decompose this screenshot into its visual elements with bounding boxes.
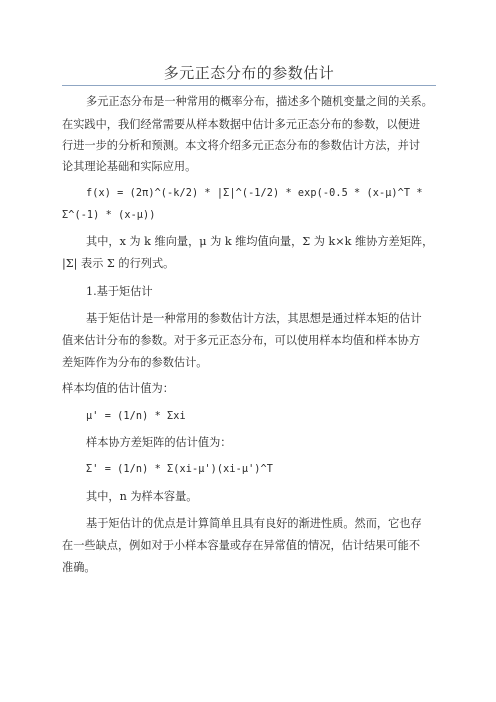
paragraph-line: |Σ| 表示 Σ 的行列式。 xyxy=(62,257,175,270)
page-title: 多元正态分布的参数估计 xyxy=(163,64,335,82)
paragraph-line: 行进一步的分析和预测。本文将介绍多元正态分布的参数估计方法，并讨 xyxy=(62,139,421,152)
paragraph-line: 在一些缺点，例如对于小样本容量或存在异常值的情况，估计结果可能不 xyxy=(62,539,421,552)
paragraph-line: 值来估计分布的参数。对于多元正态分布，可以使用样本均值和样本协方 xyxy=(62,334,421,347)
section-heading: 1.基于矩估计 xyxy=(86,285,153,298)
paragraph-line: 基于矩估计是一种常用的参数估计方法，其思想是通过样本矩的估计 xyxy=(86,312,422,325)
paragraph-line: 准确。 xyxy=(62,561,96,574)
paragraph-line: 其中，x 为 k 维向量，μ 为 k 维均值向量，Σ 为 k×k 维协方差矩阵， xyxy=(86,235,434,248)
paragraph-line: 样本协方差矩阵的估计值为： xyxy=(86,436,232,449)
paragraph-line: 差矩阵作为分布的参数估计。 xyxy=(62,356,208,369)
paragraph-line: 其中，n 为样本容量。 xyxy=(86,490,198,503)
formula-line: μ' = (1/n) * Σxi xyxy=(86,411,186,422)
paragraph-line: 多元正态分布是一种常用的概率分布，描述多个随机变量之间的关系。 xyxy=(86,95,433,108)
formula-line: f(x) = (2π)^(-k/2) * |Σ|^(-1/2) * exp(-0.5 * (x-μ)^T * xyxy=(86,188,423,199)
paragraph-line: 在实践中，我们经常需要从样本数据中估计多元正态分布的参数，以便进 xyxy=(62,118,421,131)
paragraph-line: 样本均值的估计值为： xyxy=(62,382,174,395)
paragraph-line: 论其理论基础和实际应用。 xyxy=(62,160,197,173)
paragraph-line: 基于矩估计的优点是计算简单且具有良好的渐进性质。然而，它也存 xyxy=(86,517,422,530)
formula-line: Σ^(-1) * (x-μ)) xyxy=(62,210,156,221)
title-divider xyxy=(62,85,436,86)
formula-line: Σ' = (1/n) * Σ(xi-μ')(xi-μ')^T xyxy=(86,464,274,475)
